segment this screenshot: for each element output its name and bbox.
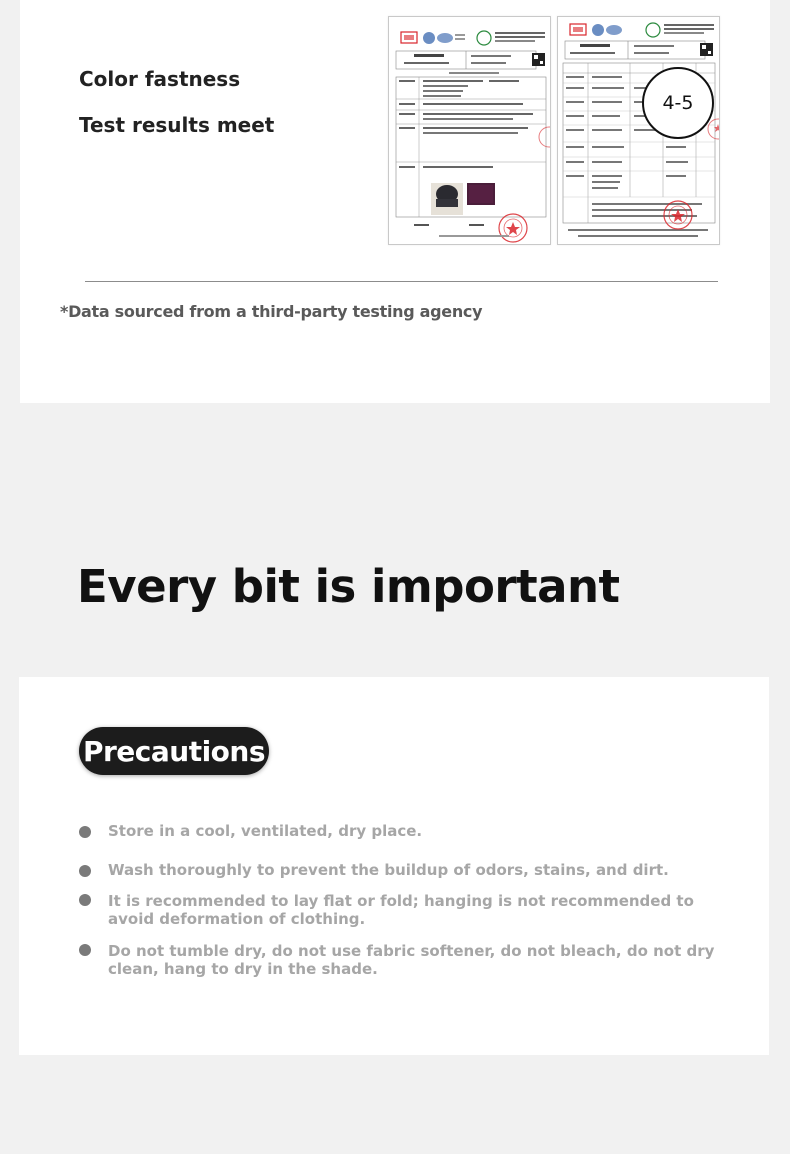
bullet-dot-icon (79, 826, 91, 838)
test-report-image-1 (388, 16, 551, 245)
list-item-text: Store in a cool, ventilated, dry place. (108, 822, 423, 840)
list-item (79, 892, 739, 928)
precautions-title: Precautions (82, 734, 266, 768)
list-item-text: Wash thoroughly to prevent the buildup of odors, stains, and dirt. (108, 861, 669, 879)
list-item (79, 861, 739, 879)
precautions-card (19, 677, 769, 1055)
source-note: *Data sourced from a third-party testing agency (60, 302, 483, 321)
bullet-dot-icon (79, 894, 91, 906)
fastness-grade-badge (642, 67, 714, 139)
divider-line (85, 281, 718, 282)
list-item-text: It is recommended to lay flat or fold; hanging is not recommended to avoid deformation of clothing. (108, 892, 694, 928)
list-item (79, 942, 739, 978)
test-results-subtitle: Test results meet (79, 113, 275, 137)
precautions-title-pill (79, 727, 269, 775)
list-item-text: Do not tumble dry, do not use fabric softener, do not bleach, do not dry clean, hang to dry in the shade. (108, 942, 715, 978)
fastness-grade-value: 4-5 (662, 92, 694, 114)
color-fastness-title: Color fastness (79, 67, 241, 91)
color-fastness-card (20, 0, 770, 403)
list-item (79, 822, 739, 840)
headline: Every bit is important (77, 560, 620, 613)
bullet-dot-icon (79, 944, 91, 956)
bullet-dot-icon (79, 865, 91, 877)
